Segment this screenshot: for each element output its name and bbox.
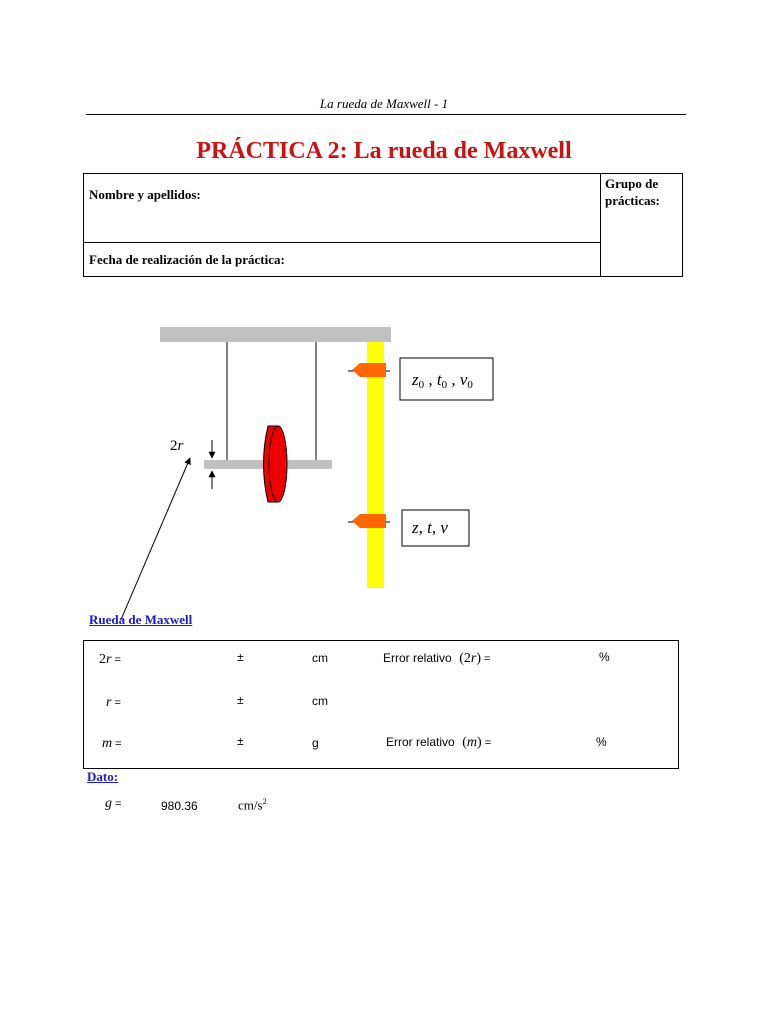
- v0-sub: 0: [467, 379, 473, 391]
- diameter-label-num: 2: [170, 438, 178, 454]
- page-title: PRÁCTICA 2: La rueda de Maxwell: [196, 138, 572, 164]
- top-sensor: [352, 363, 386, 377]
- row-diameter-unit: cm: [312, 651, 328, 665]
- z-var: z: [412, 518, 419, 537]
- row-mass-error-eq: =: [481, 737, 492, 749]
- support-bar: [160, 327, 391, 342]
- diameter-label-var: r: [177, 438, 184, 454]
- diameter-label: [170, 438, 184, 454]
- bottom-gate-label: z, t, v: [412, 518, 448, 537]
- row-radius-eq: =: [111, 697, 121, 709]
- row-diameter-pm: ±: [237, 650, 244, 664]
- dato-g-value: 980.36: [161, 799, 198, 813]
- row-radius-var: r: [106, 695, 112, 710]
- row-mass-var: m: [102, 736, 113, 751]
- name-field-label: Nombre y apellidos:: [89, 187, 201, 202]
- z0-sub: 0: [418, 379, 425, 391]
- t0-sub: 0: [441, 379, 448, 391]
- row-mass-eq: =: [112, 738, 122, 750]
- dato-g-unit-exp: 2: [262, 797, 267, 806]
- row-diameter-var: r: [106, 652, 112, 667]
- dato-g-unit: [238, 797, 267, 813]
- row-mass-symbol: [102, 734, 122, 752]
- dato-g-symbol: [105, 794, 121, 812]
- row-diameter-error-var: r: [470, 651, 477, 666]
- pointer-arrow: [111, 458, 190, 620]
- dato-g-eq: =: [112, 798, 122, 810]
- row-diameter-pct: %: [599, 650, 610, 664]
- bottom-sensor: [352, 514, 386, 528]
- top-gate-label: z0 , t0 , v0: [412, 370, 473, 391]
- measurements-box: [83, 640, 679, 769]
- v0-var: v: [459, 370, 468, 389]
- row-mass-error: Error relativo (m) =: [386, 735, 492, 750]
- row-mass-error-var: m: [466, 735, 477, 750]
- wheel-face: [269, 426, 287, 502]
- running-header: La rueda de Maxwell - 1: [319, 96, 449, 111]
- z0-var: z: [412, 370, 419, 389]
- row-diameter-symbol: [99, 650, 121, 668]
- t-var: t: [427, 518, 432, 537]
- guide-rail: [367, 342, 384, 588]
- dato-section-title: Dato:: [87, 769, 119, 784]
- row-diameter-error-num: 2: [463, 651, 471, 666]
- row-diameter-error-label: Error relativo: [383, 651, 452, 665]
- rueda-section-title: Rueda de Maxwell: [89, 612, 193, 627]
- row-radius-pm: ±: [237, 693, 244, 707]
- row-mass-pm: ±: [237, 734, 244, 748]
- v-var: v: [440, 518, 448, 537]
- dato-g-unit-base: cm/s: [238, 797, 263, 813]
- row-diameter-num: 2: [99, 652, 106, 667]
- group-label-line-1: Grupo de: [605, 176, 659, 191]
- row-mass-unit: g: [312, 736, 319, 750]
- row-diameter-error: Error relativo (2r) =: [383, 651, 491, 666]
- row-diameter-eq: =: [111, 654, 121, 666]
- row-diameter-error-eq: =: [480, 653, 491, 665]
- group-label-line-2: prácticas:: [605, 193, 660, 208]
- row-mass-pct: %: [596, 735, 607, 749]
- row-radius-unit: cm: [312, 694, 328, 708]
- t0-var: t: [436, 370, 442, 389]
- dato-g-var: g: [105, 796, 112, 811]
- row-radius-symbol: [106, 693, 121, 711]
- row-mass-error-label: Error relativo: [386, 735, 455, 749]
- date-field-label: Fecha de realización de la práctica:: [89, 252, 285, 267]
